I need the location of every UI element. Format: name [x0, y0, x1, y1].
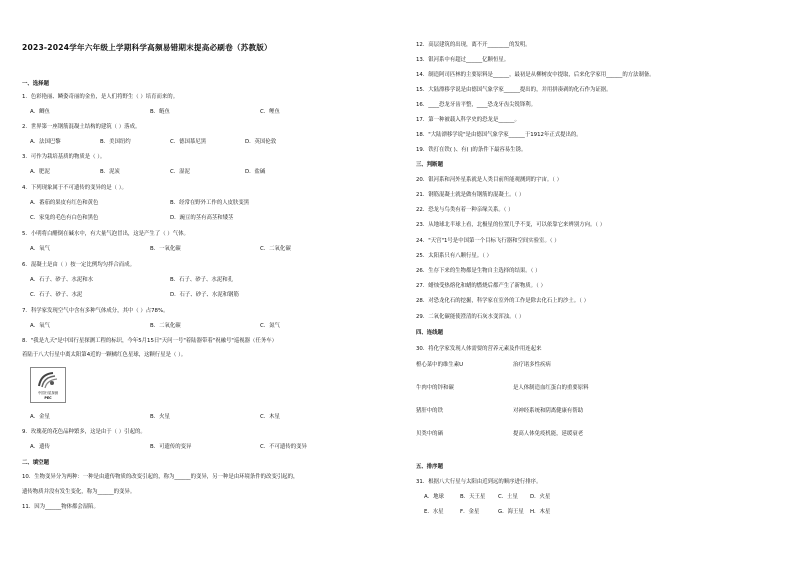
question-19: 19．铁打在铁( )、有( )的条件下最容易生锈。: [416, 147, 527, 153]
question-6-options-ab: [30, 277, 233, 284]
option: A．金星: [30, 414, 50, 420]
option: D．火星: [530, 494, 551, 500]
section-fill-heading: 二、填空题: [22, 460, 49, 466]
question-4-options-ab: [30, 200, 249, 207]
question-27: 27．蜡烛受热熔化和蜡的燃烧后都产生了新物质。（ ）: [416, 283, 546, 289]
option: B．可遗传的变异: [150, 444, 192, 450]
option: A．番茄的果皮有红色和黄色: [30, 200, 99, 206]
question-7: 7．科学家发现空气中含有多种气体成分，其中（ ）占78%。: [22, 308, 169, 314]
option: B．美国纽约: [100, 139, 131, 145]
option: B．石子、砂子、水泥和孔: [170, 277, 233, 283]
question-4-options-cd: [30, 215, 233, 222]
option: C．不可遗传的变异: [260, 444, 307, 450]
option: F．金星: [460, 509, 480, 515]
question-22: 22．恐龙与鸟类有着一种亲缘关系。（ ）: [416, 207, 514, 213]
logo-emblem-icon: [37, 371, 59, 389]
option: A．肥泥: [30, 169, 50, 175]
option: B．经常在野外工作的人皮肤变黑: [170, 200, 250, 206]
option: D．石子、砂子、水泥和钢筋: [170, 292, 239, 298]
match-right-item: 提高人体免疫机能，延缓衰老: [513, 431, 584, 437]
question-11: 11．因为______物体都会湿陷。: [22, 504, 99, 510]
match-right-item: 治疗诸多性疾病: [513, 362, 551, 368]
option: B．泥炭: [100, 169, 120, 175]
match-right-item: 是人体制造血红蛋白的重要原料: [513, 385, 589, 391]
question-8-line-1: 8．"我是九天"是中国行星探测工程的标识，今年5月15日"天问一号"着陆器带着"祝融号"巡视器（任务车）: [22, 338, 278, 344]
option: A．氧气: [30, 246, 50, 252]
planetary-exploration-logo: [30, 367, 66, 403]
question-21: 21．钢筋混凝土就是做有钢筋的混凝土。（ ）: [416, 192, 525, 198]
option: A．氧气: [30, 323, 50, 329]
question-2: 2．世界第一座钢筋混凝土结构的建筑（ ）落成。: [22, 124, 141, 130]
question-23: 23．从地球北半球上看，北极星的位置几乎不变，可以依靠它来辨别方向。（ ）: [416, 222, 606, 228]
option: D．豌豆的茎有高茎和矮茎: [170, 215, 234, 221]
option: A．遗传: [30, 444, 50, 450]
question-31-options-a: [424, 494, 550, 501]
option: B．鲢鱼: [150, 109, 170, 115]
page-title: 2023-2024学年六年级上学期科学高频易错期末提高必刷卷（苏教版）: [22, 43, 272, 52]
option: C．木星: [260, 414, 280, 420]
question-14: 14．制造阿司匹林的主要原料是______，最初是从柳树皮中提取，后来化学家用______的方法制备。: [416, 72, 655, 78]
option: A．地球: [424, 494, 444, 500]
question-1-options: [30, 109, 280, 116]
option: D．盐碱: [245, 169, 266, 175]
logo-caption: 中国行星探测: [37, 391, 59, 395]
question-29: 29．二氧化碳能使澄清的石灰水变浑浊。（ ）: [416, 314, 525, 320]
question-30: 30．将化学家发现人体需要的营养元素及作用连起来: [416, 346, 542, 352]
question-6: 6．混凝土是由（ ）按一定比例均匀拌合而成。: [22, 262, 135, 268]
question-12: 12．高层建筑的出现，离不开________的发明。: [416, 42, 531, 48]
question-24: 24．"天宫"1号是中国第一个目标飞行器和空间实验室。（ ）: [416, 238, 560, 244]
question-9-options: [30, 444, 307, 451]
question-8-options: [30, 414, 280, 421]
question-9: 9．玫瑰花的花色品种繁多，这是由于（ ）引起的。: [22, 429, 146, 435]
question-20: 20．银河系和河外星系就是人类目前所能观测到的宇宙。（ ）: [416, 177, 563, 183]
question-3-options: [30, 169, 265, 176]
match-right-item: 对神经系统和阴离健康有帮助: [513, 408, 584, 414]
question-7-options: [30, 323, 280, 330]
question-18: 18．"大陆漂移学说"是由德国气象学家______于1912年正式提出的。: [416, 132, 582, 138]
question-8-line-2: 着陆于八大行星中离太阳第4近的一颗橘红色星球，这颗行星是（ ）。: [22, 352, 187, 358]
question-5-options: [30, 246, 291, 253]
match-left-item: 贝类中的硒: [416, 431, 443, 437]
option: H．木星: [530, 509, 551, 515]
option: B．一氧化碳: [150, 246, 181, 252]
question-2-options: [30, 139, 276, 146]
option: A．石子、砂子、水泥和水: [30, 277, 93, 283]
option: C．湿泥: [170, 169, 190, 175]
match-left-item: 牛肉中的锌和碳: [416, 385, 454, 391]
question-10-line-2: 遗传物质并没有发生变化，称为______的变异。: [22, 489, 136, 495]
question-31-options-b: [424, 509, 550, 516]
question-1: 1．色彩艳丽、鳞姿奇丽的金鱼，是人们将野生（ ）培育而来的。: [22, 94, 179, 100]
option: C．氮气: [260, 323, 280, 329]
option: C．鲤鱼: [260, 109, 280, 115]
question-4: 4．下列现象属于不可遗传的变异的是（ ）。: [22, 185, 127, 191]
match-left-item: 猪肝中的铁: [416, 408, 443, 414]
question-3: 3．可作为栽培基质的物质是（ ）。: [22, 154, 106, 160]
option: D．英国伦敦: [245, 139, 277, 145]
question-13: 13．银河系中有超过______亿颗恒星。: [416, 57, 510, 63]
option: C．家兔的毛色有白色和黑色: [30, 215, 99, 221]
option: E．水星: [424, 509, 444, 515]
question-5: 5．小明将白醋倒在碱水中，有大量气泡冒出，这是产生了（ ）气体。: [22, 231, 189, 237]
question-10-line-1: 10．生物变异分为两种：一种是由遗传物质的改变引起的，称为______的变异，另一种是由环境条件的改变引起的，: [22, 474, 299, 480]
question-15: 15．大陆漂移学说是由德国气象学家______提出的，并用拼凑剥的化石作为证据。: [416, 87, 612, 93]
section-choice-heading: 一、选择题: [22, 81, 49, 87]
option: G．海王星: [498, 509, 524, 515]
question-31: 31．根据八大行星与太阳由近到远的顺序进行排序。: [416, 479, 542, 485]
option: A．法国巴黎: [30, 139, 61, 145]
question-17: 17．第一种被载入科学史的恐龙是______。: [416, 117, 520, 123]
option: B．火星: [150, 414, 170, 420]
match-left-item: 橙心菜中的维生素U: [416, 362, 464, 368]
section-match-heading: 四、连线题: [416, 330, 443, 336]
option: A．鲫鱼: [30, 109, 50, 115]
section-order-heading: 五、排序题: [416, 464, 443, 470]
question-28: 28．对恐龙化石的挖掘，科学家在室外的工作是除去化石上的沙土。（ ）: [416, 298, 589, 304]
option: C．二氧化碳: [260, 246, 291, 252]
option: B．二氧化碳: [150, 323, 181, 329]
option: B．天王星: [460, 494, 486, 500]
logo-abbrev: PEC: [44, 396, 52, 400]
option: C．德国慕尼黑: [170, 139, 207, 145]
question-26: 26．生存下来的生物都是生物自主选择的结果。（ ）: [416, 268, 541, 274]
question-25: 25．太阳系只有八颗行星。（ ）: [416, 253, 492, 259]
question-6-options-cd: [30, 292, 239, 299]
section-judge-heading: 三、判断题: [416, 162, 443, 168]
option: C．土星: [498, 494, 518, 500]
option: C．石子、砂子、水泥: [30, 292, 83, 298]
question-16: 16．____恐龙牙齿平整，____恐龙牙齿尖锐锋利。: [416, 102, 537, 108]
